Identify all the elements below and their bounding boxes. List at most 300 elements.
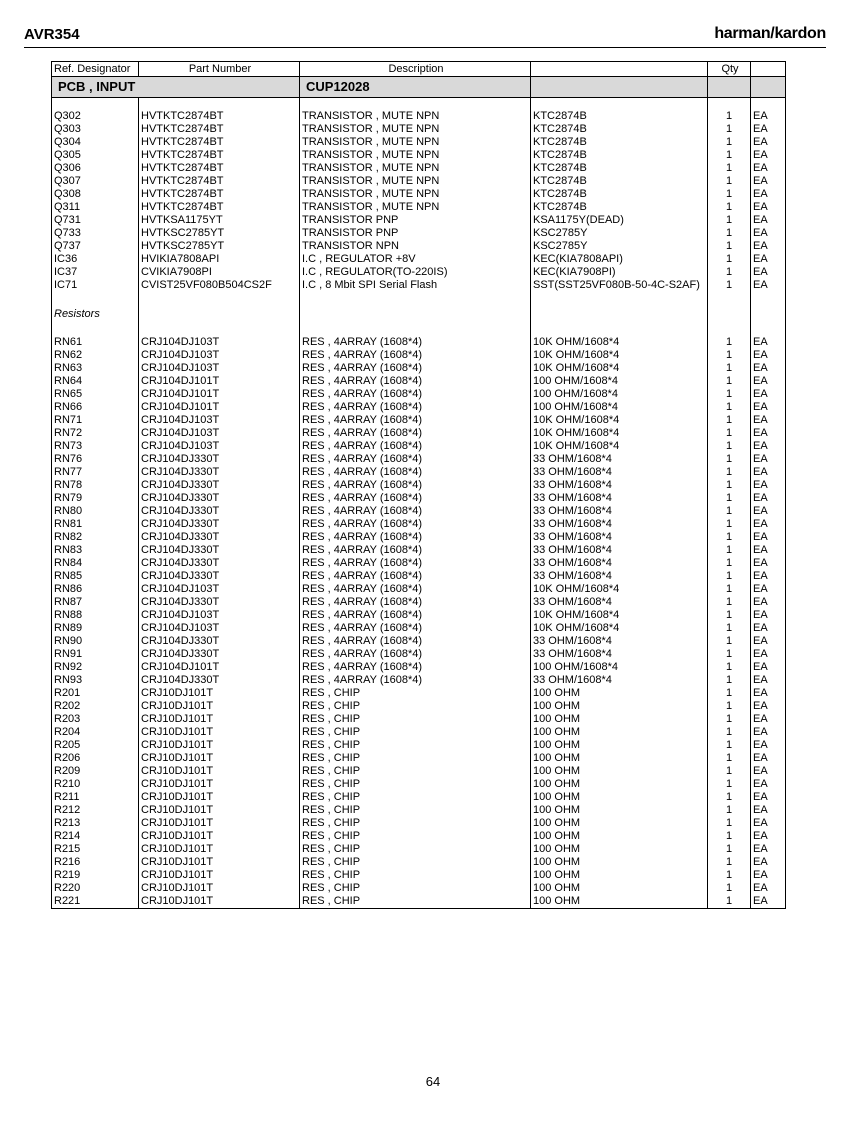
spec-value: 100 OHM (531, 869, 708, 882)
ref-designator: R215 (52, 843, 139, 856)
ref-designator: Q731 (52, 214, 139, 227)
part-number: CRJ10DJ101T (139, 882, 300, 895)
part-number: CRJ104DJ330T (139, 466, 300, 479)
qty: 1 (708, 492, 751, 505)
description: TRANSISTOR , MUTE NPN (300, 162, 531, 175)
table-row (52, 492, 786, 505)
qty: 1 (708, 240, 751, 253)
spec-value: 100 OHM (531, 739, 708, 752)
table-row (52, 713, 786, 726)
spec-value: 100 OHM (531, 700, 708, 713)
part-number: CRJ10DJ101T (139, 726, 300, 739)
ref-designator: Q303 (52, 123, 139, 136)
description: TRANSISTOR , MUTE NPN (300, 188, 531, 201)
table-row (52, 427, 786, 440)
unit: EA (751, 648, 786, 661)
spec-value: 100 OHM (531, 843, 708, 856)
unit: EA (751, 596, 786, 609)
ref-designator: IC37 (52, 266, 139, 279)
ref-designator: RN92 (52, 661, 139, 674)
ref-designator: RN93 (52, 674, 139, 687)
description: RES , CHIP (300, 856, 531, 869)
unit: EA (751, 674, 786, 687)
description: RES , 4ARRAY (1608*4) (300, 440, 531, 453)
qty: 1 (708, 726, 751, 739)
part-number: HVTKTC2874BT (139, 162, 300, 175)
qty: 1 (708, 349, 751, 362)
ref-designator: Q305 (52, 149, 139, 162)
description: RES , 4ARRAY (1608*4) (300, 609, 531, 622)
description: RES , CHIP (300, 778, 531, 791)
qty: 1 (708, 609, 751, 622)
table-row (52, 752, 786, 765)
qty: 1 (708, 214, 751, 227)
ref-designator: RN66 (52, 401, 139, 414)
part-number: CRJ104DJ103T (139, 622, 300, 635)
table-row (52, 557, 786, 570)
part-number: CRJ104DJ330T (139, 570, 300, 583)
spec-value: KEC(KIA7808API) (531, 253, 708, 266)
spec-value: 10K OHM/1608*4 (531, 336, 708, 349)
table-row (52, 687, 786, 700)
spec-value: KTC2874B (531, 188, 708, 201)
part-number: CRJ10DJ101T (139, 895, 300, 909)
qty: 1 (708, 414, 751, 427)
table-row (52, 791, 786, 804)
unit: EA (751, 765, 786, 778)
table-row (52, 162, 786, 175)
unit: EA (751, 778, 786, 791)
ref-designator: R210 (52, 778, 139, 791)
table-row (52, 661, 786, 674)
part-number: CRJ104DJ101T (139, 375, 300, 388)
table-row (52, 440, 786, 453)
table-row (52, 804, 786, 817)
part-number: CRJ104DJ101T (139, 661, 300, 674)
table-row (52, 349, 786, 362)
page-number: 64 (425, 1074, 441, 1089)
qty: 1 (708, 843, 751, 856)
description: RES , 4ARRAY (1608*4) (300, 414, 531, 427)
spec-value: 33 OHM/1608*4 (531, 518, 708, 531)
qty: 1 (708, 110, 751, 123)
qty: 1 (708, 201, 751, 214)
part-number: CRJ104DJ330T (139, 674, 300, 687)
description: RES , 4ARRAY (1608*4) (300, 661, 531, 674)
qty: 1 (708, 804, 751, 817)
spec-value: 33 OHM/1608*4 (531, 596, 708, 609)
description: RES , 4ARRAY (1608*4) (300, 544, 531, 557)
table-row (52, 453, 786, 466)
spec-value: 10K OHM/1608*4 (531, 440, 708, 453)
qty: 1 (708, 648, 751, 661)
part-number: CRJ10DJ101T (139, 817, 300, 830)
spec-value: SST(SST25VF080B-50-4C-S2AF) (531, 279, 708, 292)
table-row (52, 401, 786, 414)
description: RES , CHIP (300, 869, 531, 882)
qty: 1 (708, 596, 751, 609)
spec-value: 100 OHM/1608*4 (531, 375, 708, 388)
spec-value: 33 OHM/1608*4 (531, 648, 708, 661)
unit: EA (751, 739, 786, 752)
ref-designator: RN87 (52, 596, 139, 609)
description: RES , CHIP (300, 687, 531, 700)
table-row (52, 648, 786, 661)
table-row (52, 201, 786, 214)
table-row (52, 635, 786, 648)
part-number: CRJ104DJ103T (139, 349, 300, 362)
description: TRANSISTOR PNP (300, 227, 531, 240)
qty: 1 (708, 687, 751, 700)
ref-designator: R211 (52, 791, 139, 804)
table-row (52, 596, 786, 609)
qty: 1 (708, 765, 751, 778)
spec-value: 10K OHM/1608*4 (531, 349, 708, 362)
description: I.C , 8 Mbit SPI Serial Flash (300, 279, 531, 292)
spec-value: 100 OHM/1608*4 (531, 401, 708, 414)
qty: 1 (708, 136, 751, 149)
description: RES , CHIP (300, 791, 531, 804)
table-row (52, 466, 786, 479)
ref-designator: R219 (52, 869, 139, 882)
unit: EA (751, 401, 786, 414)
unit: EA (751, 856, 786, 869)
section-title: PCB , INPUT (52, 77, 300, 98)
unit: EA (751, 713, 786, 726)
ref-designator: RN76 (52, 453, 139, 466)
spec-value: 100 OHM (531, 752, 708, 765)
qty: 1 (708, 791, 751, 804)
qty: 1 (708, 279, 751, 292)
table-row (52, 544, 786, 557)
column-header-description: Description (300, 62, 531, 77)
spec-value: 33 OHM/1608*4 (531, 570, 708, 583)
part-number: CRJ10DJ101T (139, 687, 300, 700)
ref-designator: R201 (52, 687, 139, 700)
spec-value: KSA1175Y(DEAD) (531, 214, 708, 227)
qty: 1 (708, 856, 751, 869)
parts-list-body (52, 62, 786, 909)
part-number: CRJ104DJ330T (139, 492, 300, 505)
unit: EA (751, 479, 786, 492)
spec-value: 33 OHM/1608*4 (531, 466, 708, 479)
description: RES , 4ARRAY (1608*4) (300, 622, 531, 635)
part-number: CRJ104DJ103T (139, 414, 300, 427)
qty: 1 (708, 778, 751, 791)
description: RES , 4ARRAY (1608*4) (300, 401, 531, 414)
ref-designator: RN91 (52, 648, 139, 661)
column-header-ref: Ref. Designator (52, 62, 139, 77)
part-number: HVTKSC2785YT (139, 227, 300, 240)
unit: EA (751, 201, 786, 214)
spec-value: 100 OHM (531, 713, 708, 726)
unit: EA (751, 609, 786, 622)
qty: 1 (708, 635, 751, 648)
unit: EA (751, 622, 786, 635)
ref-designator: RN83 (52, 544, 139, 557)
part-number: CRJ10DJ101T (139, 869, 300, 882)
ref-designator: RN72 (52, 427, 139, 440)
spec-value: 33 OHM/1608*4 (531, 544, 708, 557)
group-label: Resistors (52, 304, 139, 324)
unit: EA (751, 492, 786, 505)
qty: 1 (708, 123, 751, 136)
description: TRANSISTOR , MUTE NPN (300, 110, 531, 123)
description: RES , CHIP (300, 739, 531, 752)
unit: EA (751, 895, 786, 909)
spec-value: 100 OHM/1608*4 (531, 661, 708, 674)
table-row (52, 479, 786, 492)
unit: EA (751, 253, 786, 266)
table-row (52, 856, 786, 869)
part-number: CRJ104DJ101T (139, 388, 300, 401)
part-number: CRJ104DJ101T (139, 401, 300, 414)
part-number: CRJ104DJ103T (139, 427, 300, 440)
column-header-row (52, 62, 786, 77)
unit: EA (751, 804, 786, 817)
unit: EA (751, 726, 786, 739)
ref-designator: R220 (52, 882, 139, 895)
qty: 1 (708, 570, 751, 583)
table-row (52, 778, 786, 791)
qty: 1 (708, 752, 751, 765)
unit: EA (751, 110, 786, 123)
ref-designator: Q737 (52, 240, 139, 253)
ref-designator: R209 (52, 765, 139, 778)
spec-value: KSC2785Y (531, 240, 708, 253)
ref-designator: R212 (52, 804, 139, 817)
description: RES , CHIP (300, 726, 531, 739)
part-number: CRJ10DJ101T (139, 791, 300, 804)
description: RES , 4ARRAY (1608*4) (300, 505, 531, 518)
description: RES , CHIP (300, 830, 531, 843)
unit: EA (751, 388, 786, 401)
part-number: CRJ104DJ330T (139, 453, 300, 466)
part-number: CRJ104DJ103T (139, 336, 300, 349)
spec-value: KEC(KIA7908PI) (531, 266, 708, 279)
description: RES , CHIP (300, 713, 531, 726)
unit: EA (751, 427, 786, 440)
table-row (52, 882, 786, 895)
qty: 1 (708, 188, 751, 201)
part-number: CRJ104DJ103T (139, 362, 300, 375)
description: RES , 4ARRAY (1608*4) (300, 557, 531, 570)
unit: EA (751, 869, 786, 882)
description: TRANSISTOR , MUTE NPN (300, 123, 531, 136)
spec-value: 100 OHM (531, 765, 708, 778)
brand-logo: harman/kardon (714, 25, 826, 42)
ref-designator: RN77 (52, 466, 139, 479)
spec-value: 100 OHM (531, 804, 708, 817)
description: RES , 4ARRAY (1608*4) (300, 648, 531, 661)
description: I.C , REGULATOR +8V (300, 253, 531, 266)
spec-value: KTC2874B (531, 149, 708, 162)
spec-value: KTC2874B (531, 201, 708, 214)
description: RES , 4ARRAY (1608*4) (300, 427, 531, 440)
ref-designator: RN64 (52, 375, 139, 388)
ref-designator: Q311 (52, 201, 139, 214)
unit: EA (751, 817, 786, 830)
ref-designator: RN88 (52, 609, 139, 622)
qty: 1 (708, 895, 751, 909)
ref-designator: RN80 (52, 505, 139, 518)
description: RES , 4ARRAY (1608*4) (300, 336, 531, 349)
spacer-row (52, 324, 786, 336)
table-row (52, 817, 786, 830)
spec-value: KTC2874B (531, 175, 708, 188)
description: RES , 4ARRAY (1608*4) (300, 375, 531, 388)
part-number: CRJ104DJ330T (139, 505, 300, 518)
unit: EA (751, 466, 786, 479)
qty: 1 (708, 700, 751, 713)
ref-designator: R203 (52, 713, 139, 726)
spec-value: 10K OHM/1608*4 (531, 362, 708, 375)
part-number: CRJ104DJ330T (139, 635, 300, 648)
qty: 1 (708, 622, 751, 635)
header-divider (24, 47, 826, 48)
spec-value: 10K OHM/1608*4 (531, 427, 708, 440)
spec-value: 10K OHM/1608*4 (531, 583, 708, 596)
qty: 1 (708, 869, 751, 882)
qty: 1 (708, 375, 751, 388)
description: RES , CHIP (300, 895, 531, 909)
table-row (52, 622, 786, 635)
ref-designator: RN84 (52, 557, 139, 570)
unit: EA (751, 700, 786, 713)
description: RES , CHIP (300, 882, 531, 895)
unit: EA (751, 227, 786, 240)
spec-value: KTC2874B (531, 162, 708, 175)
table-row (52, 279, 786, 292)
unit: EA (751, 240, 786, 253)
part-number: CRJ10DJ101T (139, 804, 300, 817)
spec-value: 33 OHM/1608*4 (531, 492, 708, 505)
qty: 1 (708, 661, 751, 674)
qty: 1 (708, 518, 751, 531)
table-row (52, 518, 786, 531)
unit: EA (751, 830, 786, 843)
spec-value: 100 OHM (531, 791, 708, 804)
part-number: CRJ104DJ330T (139, 531, 300, 544)
ref-designator: R216 (52, 856, 139, 869)
qty: 1 (708, 253, 751, 266)
unit: EA (751, 570, 786, 583)
part-number: HVTKTC2874BT (139, 201, 300, 214)
unit: EA (751, 375, 786, 388)
unit: EA (751, 279, 786, 292)
part-number: CRJ10DJ101T (139, 752, 300, 765)
ref-designator: IC36 (52, 253, 139, 266)
description: RES , 4ARRAY (1608*4) (300, 453, 531, 466)
qty: 1 (708, 175, 751, 188)
spec-value: 33 OHM/1608*4 (531, 479, 708, 492)
unit: EA (751, 843, 786, 856)
part-number: CRJ104DJ103T (139, 440, 300, 453)
spec-value: 100 OHM (531, 817, 708, 830)
spec-value: 100 OHM (531, 778, 708, 791)
unit: EA (751, 531, 786, 544)
ref-designator: RN63 (52, 362, 139, 375)
table-row (52, 895, 786, 909)
spec-value: KTC2874B (531, 136, 708, 149)
table-row (52, 739, 786, 752)
unit: EA (751, 266, 786, 279)
part-number: HVTKSA1175YT (139, 214, 300, 227)
ref-designator: RN86 (52, 583, 139, 596)
table-row (52, 175, 786, 188)
spec-value: 100 OHM (531, 830, 708, 843)
ref-designator: RN71 (52, 414, 139, 427)
unit: EA (751, 882, 786, 895)
table-row (52, 674, 786, 687)
unit: EA (751, 349, 786, 362)
description: RES , CHIP (300, 700, 531, 713)
part-number: HVTKTC2874BT (139, 175, 300, 188)
ref-designator: RN82 (52, 531, 139, 544)
spec-value: 10K OHM/1608*4 (531, 414, 708, 427)
unit: EA (751, 136, 786, 149)
unit: EA (751, 687, 786, 700)
part-number: CRJ10DJ101T (139, 700, 300, 713)
ref-designator: RN61 (52, 336, 139, 349)
spec-value: KSC2785Y (531, 227, 708, 240)
qty: 1 (708, 739, 751, 752)
ref-designator: RN81 (52, 518, 139, 531)
description: TRANSISTOR , MUTE NPN (300, 149, 531, 162)
spec-value: 33 OHM/1608*4 (531, 557, 708, 570)
spec-value: 100 OHM (531, 856, 708, 869)
table-row (52, 531, 786, 544)
qty: 1 (708, 505, 751, 518)
part-number: CRJ10DJ101T (139, 778, 300, 791)
ref-designator: RN85 (52, 570, 139, 583)
table-row (52, 110, 786, 123)
description: RES , 4ARRAY (1608*4) (300, 596, 531, 609)
spec-value: 100 OHM (531, 882, 708, 895)
description: TRANSISTOR , MUTE NPN (300, 201, 531, 214)
part-number: CRJ10DJ101T (139, 765, 300, 778)
description: RES , CHIP (300, 752, 531, 765)
unit: EA (751, 149, 786, 162)
part-number: HVTKSC2785YT (139, 240, 300, 253)
parts-list-table (51, 61, 786, 909)
ref-designator: Q308 (52, 188, 139, 201)
description: RES , 4ARRAY (1608*4) (300, 635, 531, 648)
spec-value: 100 OHM (531, 895, 708, 909)
model-title: AVR354 (24, 26, 80, 43)
table-row (52, 414, 786, 427)
unit: EA (751, 557, 786, 570)
part-number: HVTKTC2874BT (139, 149, 300, 162)
ref-designator: Q304 (52, 136, 139, 149)
unit: EA (751, 661, 786, 674)
ref-designator: RN73 (52, 440, 139, 453)
ref-designator: RN90 (52, 635, 139, 648)
ref-designator: RN79 (52, 492, 139, 505)
spec-value: 10K OHM/1608*4 (531, 622, 708, 635)
part-number: HVTKTC2874BT (139, 188, 300, 201)
table-row (52, 609, 786, 622)
ref-designator: RN65 (52, 388, 139, 401)
unit: EA (751, 336, 786, 349)
unit: EA (751, 188, 786, 201)
part-number: CRJ104DJ330T (139, 479, 300, 492)
description: RES , 4ARRAY (1608*4) (300, 492, 531, 505)
ref-designator: R213 (52, 817, 139, 830)
spec-value: 33 OHM/1608*4 (531, 531, 708, 544)
ref-designator: Q733 (52, 227, 139, 240)
table-row (52, 869, 786, 882)
